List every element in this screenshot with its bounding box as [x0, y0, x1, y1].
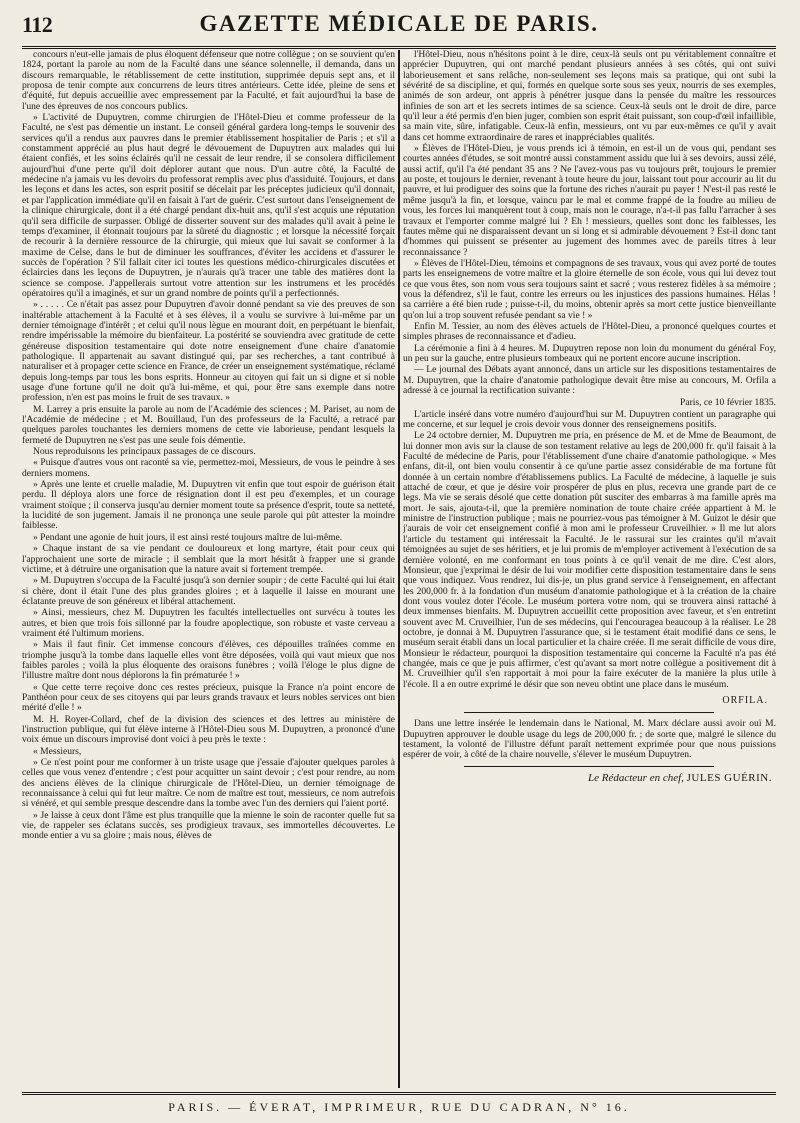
article-paragraph: » M. Dupuytren s'occupa de la Faculté jusqu'à son dernier soupir ; de cette Faculté qui lui était si chère, dont il était l'une des plus grandes gloires ; et à laquelle il laisse en mourant une éclatante preuve de son généreux et libéral attachement. [22, 575, 396, 607]
orfila-letter [403, 410, 776, 690]
printer-imprint: PARIS. — ÉVERAT, IMPRIMEUR, RUE DU CADRAN, N° 16. [22, 1092, 776, 1115]
article-paragraph: M. Larrey a pris ensuite la parole au nom de l'Académie des sciences ; M. Pariset, au nom de l'Académie de médecine ; et M. Bouillaud, l'un des professeurs de la Faculté, a retracé par quelques paroles touchantes les derniers momens de cette vie laborieuse, pendant lesquels la fermeté de Dupuytren ne s'est pas une seule fois démentie. [22, 403, 396, 446]
editor-name: JULES GUÉRIN. [686, 771, 772, 784]
left-column [22, 50, 395, 1088]
article-paragraph: » L'activité de Dupuytren, comme chirurgien de l'Hôtel-Dieu et comme professeur de la Faculté, ne s'est pas démentie un instant. Le conseil général gardera long-temps le souvenir des services qu'il a rendus aux pauvres dans le premier établissement hospitalier de Paris ; et s'il a constamment apprécié au plus haut degré le dévouement de Dupuytren aux malades qui lui étaient confiés, et les soins éclairés qu'il ne cessait de leur rendre, il se consolera difficilement aujourd'hui d'une perte qu'il doit déplorer autant que nous. D'un autre côté, la Faculté de médecine n'a jamais vu les devoirs du professorat remplis avec plus d'assiduité. Toujours, et dans les leçons et dans les actes, son esprit positif se décelait par les préceptes judicieux qu'il donnait, et par l'application immédiate qu'il en faisait à l'art de guérir. C'est surtout dans l'enseignement de la clinique chirurgicale, dont il a été chargé pendant dix-huit ans, qu'il s'est acquis une réputation qu'il sera difficile de surpasser. Obligé de disserter souvent sur des malades qu'il avait à peine le temps d'examiner, il étonnait toujours par la sûreté du diagnostic ; et lorsque la nécessité forçait de recourir à la dernière ressource de la chirurgie, qui mieux que lui savait se conformer à la maxime de Celse, dans le but de diminuer les souffrances, d'éviter les accidens et d'assurer le succès de l'opération ? S'il fallait citer ici toutes les questions médico-chirurgicales discutées et éclaircies dans les leçons de Dupuytren, je n'aurais qu'à tracer une table des matières dont la science se compose. J'appellerais surtout votre attention sur les instrumens et les procédés opératoires qu'il a imaginés, et sur un grand nombre de points qu'il a perfectionnés. [22, 112, 396, 299]
article-paragraph: l'Hôtel-Dieu, nous n'hésitons point à le dire, ceux-là seuls ont pu véritablement connaître et apprécier Dupuytren, qui ont marché pendant plusieurs années à ses côtés, qui ont suivi laborieusement et sans relâche, non-seulement ses leçons mais sa pratique, qui ont subi la sévérité de sa discipline, et qui, formés en quelque sorte sous ses yeux, nourris de ses exemples, animés de son ardeur, ont appris à pénétrer jusque dans la pensée du maître les ressources infinies de son art et les secrets intimes de sa science. Ceux-là seuls ont le droit de dire, parce qu'il leur a été permis d'en bien juger, combien son esprit était puissant, son coup-d'œil infaillible, sa main vite, sûre, infatigable. Ceux-là enfin, messieurs, ont vu par eux-mêmes ce qu'il y avait dans cet homme extraordinaire de rares et inappréciables qualités. [402, 50, 776, 143]
article-paragraph: La cérémonie a fini à 4 heures. M. Dupuytren repose non loin du monument du général Foy, un peu sur la gauche, entre plusieurs tombeaux qui ne portent encore aucune inscription. [402, 342, 776, 364]
separator-rule [464, 712, 714, 713]
article-paragraph: » Chaque instant de sa vie pendant ce douloureux et long martyre, était pour ceux qui l'approchaient une sorte de miracle ; il semblait que la mort hésitât à frapper une si grande victime, et à détruire une organisation que la nature avait si fortement trempée. [22, 543, 396, 575]
article-paragraph: » Élèves de l'Hôtel-Dieu, je vous prends ici à témoin, en est-il un de vous qui, pendant ses courtes années d'études, se soit montré aussi constamment assidu que lui à ses devoirs, aussi zélé, aussi actif, qu'il l'a été pendant 35 ans ? Ne l'avez-vous pas vu toujours prêt, toujours le premier au poste, et toujours le dernier, revenant à toute heure du jour, laissant tout pour accourir au lit du pauvre, et lui prodiguer des soins que la fortune des riches n'aurait pu payer ! N'est-il pas resté le même jusqu'à la fin, et lorsque, vaincu par le mal et comme frappé de la foudre au milieu de vous, les forces lui manquèrent tout à coup, mais non le courage, n'a-t-il pas fallu l'arracher à ses travaux et l'emporter comme malgré lui ? Eh ! messieurs, quelles sont donc les faiblesses, les fautes même qui ne disparaissent devant un si long et si admirable dévouement ? Est-il donc tant d'hommes qui puissent se présenter au jugement des hommes avec de pareils titres à leur reconnaissance ? [402, 143, 776, 258]
page-number: 112 [22, 12, 53, 37]
national-notice [403, 719, 776, 760]
article-paragraph: M. H. Royer-Collard, chef de la division des sciences et des lettres au ministère de l'instruction publique, qui fut élève interne à l'Hôtel-Dieu sous M. Dupuytren, a prononcé d'une voix émue un discours improvisé dont voici à peu près le texte : [22, 713, 396, 746]
article-paragraph: » Mais il faut finir. Cet immense concours d'élèves, ces dépouilles traînées comme en triomphe jusqu'à la tombe dans laquelle elles vont être déposées, voilà qui vaut mieux que nos faibles paroles ; voilà la plus éloquente des oraisons funèbres ; voilà l'éloge le plus digne de l'illustre maître dont nous déplorons la fin prématurée ! » [22, 639, 396, 682]
article-paragraph: « Messieurs, [33, 745, 82, 757]
editor-label: Le Rédacteur en chef, [588, 771, 684, 784]
article-paragraph: — Le journal des Débats ayant annoncé, dans un article sur les dispositions testamentaires de M. Dupuytren, que la chaire d'anatomie pathologique devait être mise au concours, M. Orfila a adressé à ce journal la rectification suivante : [402, 364, 776, 396]
article-paragraph: « Puisque d'autres vous ont raconté sa vie, permettez-moi, Messieurs, de vous le peindre à ses derniers momens. [22, 457, 396, 479]
article-paragraph: « Que cette terre reçoive donc ces restes précieux, puisque la France n'a point encore de Panthéon pour ceux de ses citoyens qui par leurs grands travaux et leurs nobles services ont bien mérité d'elle ! » [22, 681, 396, 714]
article-paragraph: » . . . . . Ce n'était pas assez pour Dupuytren d'avoir donné pendant sa vie des preuves de son inaltérable attachement à la Faculté et à ses élèves, il a voulu se survivre à lui-même par un dernier témoignage d'intérêt ; et celui qu'il nous lègue en mourant doit, en perpétuant le bienfait, rendre impérissable la mémoire du bienfaiteur. La postérité se souviendra avec gratitude de cette généreuse disposition testamentaire qui dote notre enseignement d'une chaire d'anatomie pathologique. Il appartenait au savant distingué qui, par ses recherches, a tant contribué à naturaliser et à propager cette science en France, de créer un enseignement systématique, réclamé depuis long-temps par tous les bons esprits. Honneur au citoyen qui fait un si digne et si noble usage d'une fortune qu'il ne doit qu'à lui-même, et qui, pour être sans exemple dans notre profession, n'en est pas moins le fruit de ses travaux. » [22, 299, 396, 404]
page-header [22, 10, 776, 49]
article-paragraph: » Je laisse à ceux dont l'âme est plus tranquille que la mienne le soin de raconter quelle fut sa vie, de rappeler ses éclatans succès, ses prodigieux travaux, ses immortelles découvertes. Le monde entier a vu sa gloire ; mais nous, élèves de [22, 809, 396, 842]
article-paragraph: Dans une lettre insérée le lendemain dans le National, M. Marx déclare aussi avoir ouï M. Dupuytren approuver le double usage du legs de 200,000 fr. ; de sorte que, malgré le silence du testament, la volonté de l'illustre défunt paraît nettement exprimée pour que nous puissions espérer de voir, à côté de la chaire nouvelle, s'élever le muséum Dupuytren. [402, 718, 776, 761]
gazette-title: GAZETTE MÉDICALE DE PARIS. [199, 11, 599, 36]
article-paragraph: » Pendant une agonie de huit jours, il est ainsi resté toujours maître de lui-même. [33, 531, 343, 543]
column-divider [398, 50, 400, 1088]
separator-rule [464, 766, 714, 767]
text-columns [22, 50, 776, 1088]
article-paragraph: » Élèves de l'Hôtel-Dieu, témoins et compagnons de ses travaux, vous qui avez porté de toutes parts les enseignemens de votre maître et la gloire éternelle de son école, vous qui lui devez tout ce que vous êtes, son nom vous sera toujours saint et sacré ; vous resterez fidèles à sa mémoire ; vous la défendrez, s'il le faut, contre les erreurs ou les injustices des passions humaines. Hélas ! sa carrière a été bien rude ; puisse-t-il, du moins, obtenir après sa mort cette justice bienveillante qu'on lui a trop souvent refusée pendant sa vie ! » [402, 257, 776, 321]
article-paragraph: Enfin M. Tessier, au nom des élèves actuels de l'Hôtel-Dieu, a prononcé quelques courtes et simples phrases de reconnaissance et d'adieu. [402, 320, 776, 343]
article-paragraph: Nous reproduisons les principaux passages de ce discours. [33, 446, 256, 458]
article-paragraph: » Après une lente et cruelle maladie, M. Dupuytren vit enfin que tout espoir de guérison était perdu. Il déploya alors une force de résignation dont il est peu d'exemples, et un courage vraiment stoïque ; il conserva jusqu'au dernier moment toute sa présence d'esprit, toute sa netteté, la lucidité de son jugement. Jamais il ne prononça une seule parole qui pût attester la moindre faiblesse. [22, 479, 396, 532]
right-column [403, 50, 776, 1088]
editor-signature [403, 773, 772, 783]
article-paragraph: » Ce n'est point pour me conformer à un triste usage que j'essaie d'ajouter quelques paroles à celles que vous venez d'entendre ; c'est pour acquitter un saint devoir ; c'est pour rendre, au nom des anciens élèves de la clinique chirurgicale de l'Hôtel-Dieu, un dernier témoignage de reconnaissance à celui qui fut leur maître. Ce nom de maître est tout, messieurs, ce nom autrefois si vénéré, et qui semble presque descendre dans la tombe avec l'un des derniers qui l'aient porté. [22, 757, 396, 810]
letter-signature: ORFILA. [722, 694, 768, 706]
article-paragraph: L'article inséré dans votre numéro d'aujourd'hui sur M. Dupuytren contient un paragraphe qui me concerne, et sur lequel je crois devoir vous donner des renseignemens positifs. [402, 408, 776, 431]
letter-dateline: Paris, ce 10 février 1835. [680, 397, 776, 409]
article-paragraph: Le 24 octobre dernier, M. Dupuytren me pria, en présence de M. et de Mme de Beaumont, de lui donner mon avis sur la clause de son testament relative au legs de 200,000 fr. qu'il faisait à la Faculté de médecine de Paris, pour l'établissement d'une chaire d'anatomie pathologique. « Mes enfans, dit-il, ont bien voulu consentir à ce qu'une partie assez considérable de ma fortune fût donnée à un certain nombre d'établissemens publics. La Faculté de médecine, à laquelle je suis attaché de cœur, et que je désire voir prospérer de plus en plus, recevra une grande part de ce legs. Ma vie se serais désolé que cette donation pût susciter des embarras à ma famille après ma mort. Je sais, ajouta-t-il, que la première nomination de toute chaire créée appartient à M. le ministre de l'instruction publique ; mais ne pourriez-vous pas témoigner à M. Guizot le désir que j'aurais de voir cet enseignement confié à mon ami le professeur Cruveilhier. » Il me lut alors l'article du testament qui intéressait la Faculté. Je le rassurai sur les craintes qu'il m'avait témoignées au sujet de ses héritiers, et je lui promis de m'employer activement à l'exécution de sa dernière volonté, en me conformant en tous points à ce qu'il venait de me dire. C'est alors, Monsieur, que j'exprimai le désir de lui voir modifier cette disposition testamentaire dans le sens que vous indiquez. Vous rendrez, lui dis-je, un plus grand service à l'enseignement, en affectant les 200,000 fr. à la fondation d'un muséum d'anatomie pathologique et à la création de la chaire dont vous voulez doter l'école. Le muséum portera votre nom, qui se trouvera ainsi rattaché à deux immenses bienfaits. M. Dupuytren accueillit cette proposition avec faveur, et s'en entretint souvent avec M. Cruveilhier, l'un de ses médecins, qui l'encouragea beaucoup à la réaliser. Le 28 octobre, je donnai à M. Dupuytren l'assurance que, si le testament était modifié dans ce sens, le muséum serait établi dans un local particulier et la chaire créée. Il me serait difficile de vous dire, Monsieur le rédacteur, pourquoi la disposition testamentaire qui concerne la Faculté n'a pas été changée, mais ce que je puis affirmer, c'est qu'avant sa mort notre collègue a positivement dit à M. Cruveilhier qu'il s'en rapportait à moi pour la faire exécuter de la manière la plus utile à l'école. Il a en outre exprimé le désir que son neveu obtint une place dans le muséum. [402, 430, 776, 690]
funeral-report-continued [403, 50, 776, 396]
article-paragraph: » Ainsi, messieurs, chez M. Dupuytren les facultés intellectuelles ont survécu à toutes les autres, et bien que trois fois sillonné par la foudre apoplectique, son robuste et vaste cerveau a vraiment été l'ultimum moriens. [22, 607, 396, 639]
article-paragraph: concours n'eut-elle jamais de plus éloquent défenseur que notre collègue ; on se souvient qu'en 1824, portant la parole au nom de la Faculté dans une séance solennelle, il demanda, dans un discours remarquable, le rétablissement de cette institution, supprimée depuis sept ans, et il proposa de tenir compte aux concurrens de leurs titres antérieurs. Cette idée, pleine de sens et d'équité, fut depuis accueillie avec empressement par la Faculté, et fait aujourd'hui la base de l'une des épreuves de nos concours publics. [22, 50, 396, 112]
